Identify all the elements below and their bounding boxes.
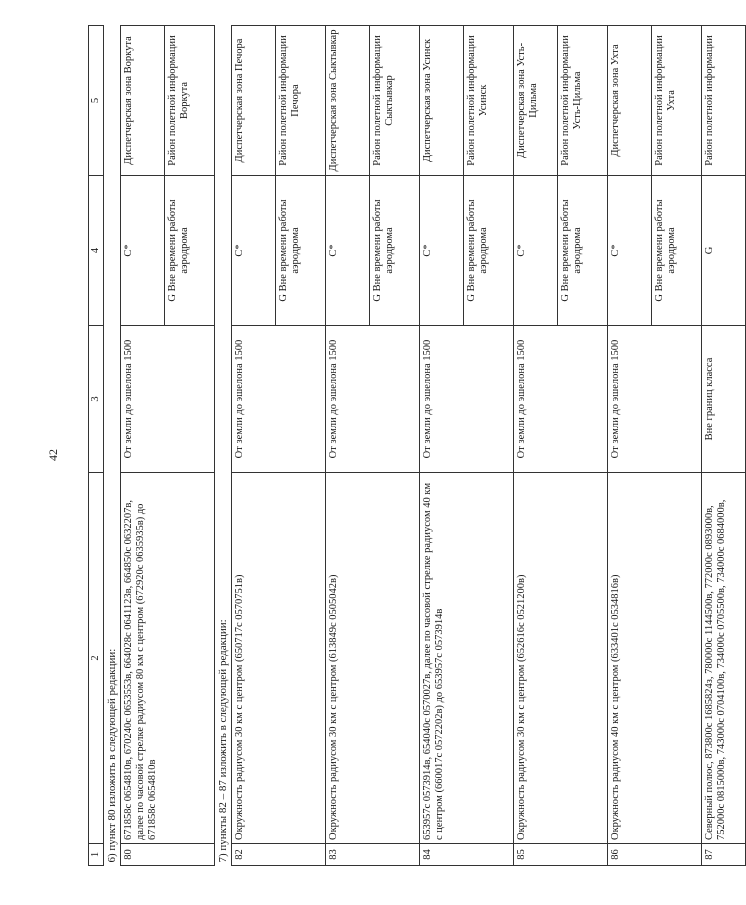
airspace-class: G	[702, 176, 746, 326]
atc-unit: Диспетчерская зона Усинск	[420, 26, 464, 176]
section-heading: 7) пункты 82 – 87 изложить в следующей редакции:	[215, 26, 232, 866]
airspace-class: G Вне времени работы аэродрома	[165, 176, 215, 326]
column-header: 1	[89, 844, 104, 866]
airspace-boundary: Северный полюс, 873800с 1685824з, 780000с 1144500в, 772000с 0893000в, 752000с 0815000в, 743000с 0704100в, 734000с 0705500в, 734000с 0684000в,	[702, 473, 746, 844]
airspace-class: G Вне времени работы аэродрома	[370, 176, 420, 326]
atc-unit: Район полетной информации Печора	[276, 26, 326, 176]
airspace-boundary: Окружность радиусом 30 км с центром (650717с 0570751в)	[232, 473, 326, 844]
item-number: 87	[702, 844, 746, 866]
atc-unit: Диспетчерская зона Сыктывкар	[326, 26, 370, 176]
column-header: 2	[89, 473, 104, 844]
atc-unit: Район полетной информации Сыктывкар	[370, 26, 420, 176]
section-heading: 6) пункт 80 изложить в следующей редакции:	[104, 26, 121, 866]
airspace-boundary: Окружность радиусом 30 км с центром (652616с 0521200в)	[514, 473, 608, 844]
table-row	[326, 26, 370, 866]
airspace-table-body	[89, 26, 746, 866]
airspace-class: C*	[420, 176, 464, 326]
section-heading-row	[104, 26, 121, 866]
atc-unit: Диспетчерская зона Печора	[232, 26, 276, 176]
column-header: 4	[89, 176, 104, 326]
airspace-boundary: Окружность радиусом 30 км с центром (613849с 0505042в)	[326, 473, 420, 844]
atc-unit: Район полетной информации Усинск	[464, 26, 514, 176]
column-header: 3	[89, 326, 104, 473]
table-row	[514, 26, 558, 866]
table-header-row	[89, 26, 104, 866]
airspace-class: G Вне времени работы аэродрома	[464, 176, 514, 326]
altitude-limits: От земли до эшелона 1500	[326, 326, 420, 473]
atc-unit: Район полетной информации Усть-Цильма	[558, 26, 608, 176]
airspace-boundary: 653957с 0573914в, 654040с 0570027в, далее по часовой стрелке радиусом 40 км с центром (660017с 0572202в) до 653957с 0573914в	[420, 473, 514, 844]
item-number: 84	[420, 844, 514, 866]
altitude-limits: Вне границ класса	[702, 326, 746, 473]
atc-unit: Район полетной информации Воркута	[165, 26, 215, 176]
atc-unit: Диспетчерская зона Ухта	[608, 26, 652, 176]
column-header: 5	[89, 26, 104, 176]
airspace-class: G Вне времени работы аэродрома	[558, 176, 608, 326]
table-row	[608, 26, 652, 866]
atc-unit: Диспетчерская зона Усть-Цильма	[514, 26, 558, 176]
airspace-class: C*	[608, 176, 652, 326]
rotated-page-content	[88, 26, 727, 866]
airspace-class: C*	[514, 176, 558, 326]
item-number: 83	[326, 844, 420, 866]
table-row	[420, 26, 464, 866]
altitude-limits: От земли до эшелона 1500	[121, 326, 215, 473]
airspace-class: C*	[121, 176, 165, 326]
page-number: 42	[46, 449, 60, 461]
airspace-table	[88, 25, 746, 866]
item-number: 85	[514, 844, 608, 866]
airspace-boundary: Окружность радиусом 40 км с центром (633401с 0534816в)	[608, 473, 702, 844]
airspace-class: C*	[232, 176, 276, 326]
section-heading-row	[215, 26, 232, 866]
atc-unit: Район полетной информации Ухта	[652, 26, 702, 176]
atc-unit: Район полетной информации	[702, 26, 746, 176]
airspace-class: G Вне времени работы аэродрома	[276, 176, 326, 326]
altitude-limits: От земли до эшелона 1500	[514, 326, 608, 473]
item-number: 86	[608, 844, 702, 866]
altitude-limits: От земли до эшелона 1500	[232, 326, 326, 473]
airspace-class: G Вне времени работы аэродрома	[652, 176, 702, 326]
altitude-limits: От земли до эшелона 1500	[608, 326, 702, 473]
item-number: 80	[121, 844, 215, 866]
airspace-class: C*	[326, 176, 370, 326]
table-row	[121, 26, 165, 866]
table-row	[702, 26, 746, 866]
airspace-boundary: 671858с 0654810в, 670240с 0653553в, 664028с 0641123в, 664850с 0632207в, далее по часовой стрелке радиусом 80 км с центром (672920с 0635935в) до 671858с 0654810в	[121, 473, 215, 844]
altitude-limits: От земли до эшелона 1500	[420, 326, 514, 473]
item-number: 82	[232, 844, 326, 866]
table-row	[232, 26, 276, 866]
atc-unit: Диспетчерская зона Воркута	[121, 26, 165, 176]
